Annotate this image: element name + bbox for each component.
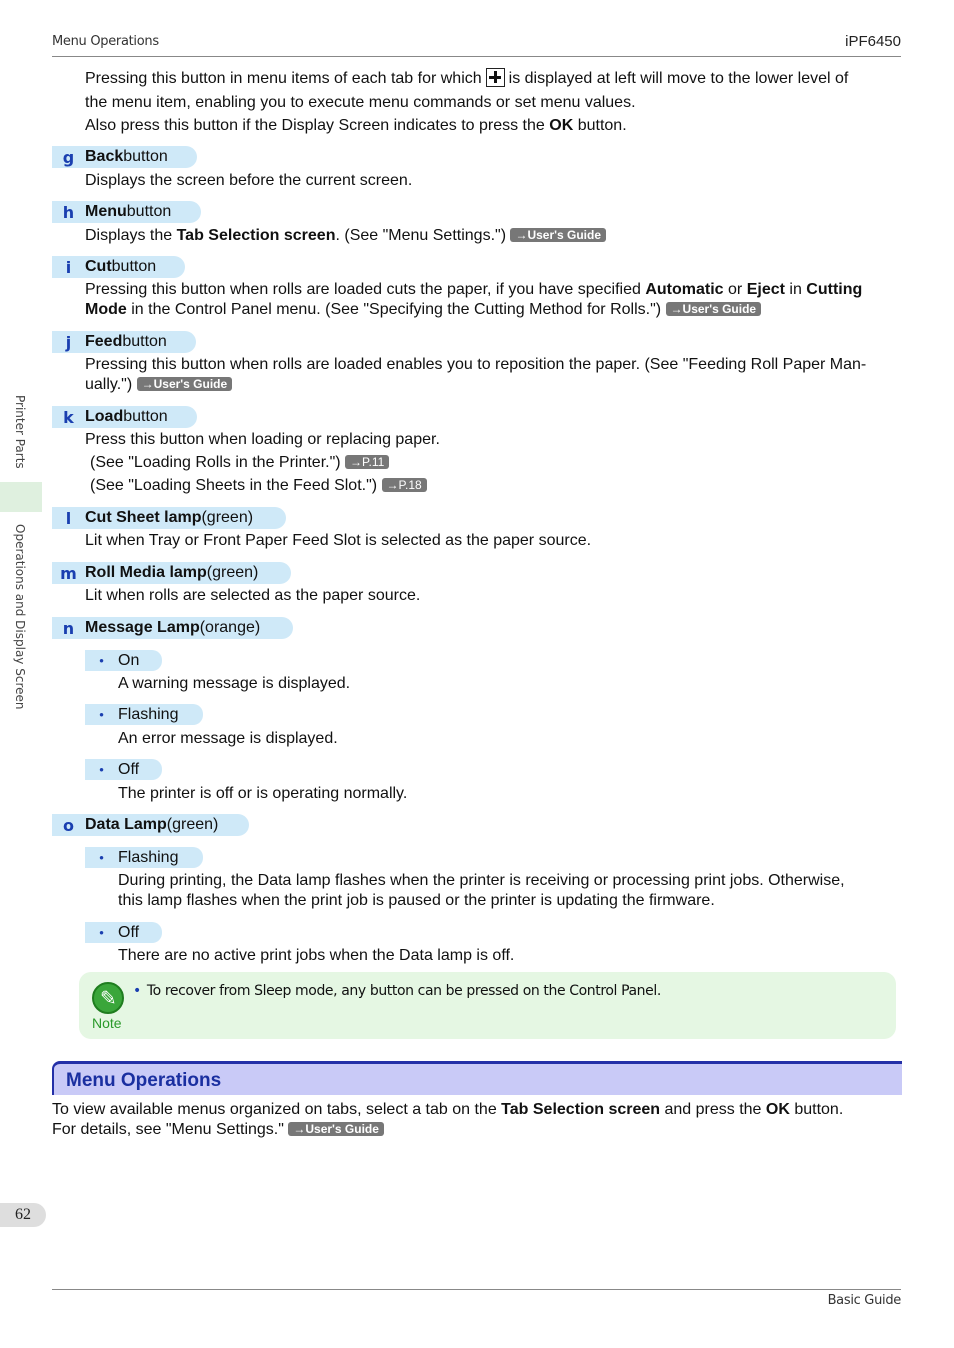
text: (See "Loading Rolls in the Printer.") [90, 454, 346, 471]
section-line1 [52, 1100, 902, 1120]
side-tab-active-marker [0, 482, 42, 512]
item-cut-sheet-lamp-desc: Lit when Tray or Front Paper Feed Slot is selected as the paper source. [85, 532, 592, 549]
text: or [723, 281, 747, 298]
item-suffix: button [126, 203, 172, 220]
item-letter: h [62, 202, 75, 222]
text-bold: Cutting [806, 281, 863, 298]
item-name: Load [85, 408, 124, 425]
item-suffix: button [123, 148, 168, 165]
item-back-desc: Displays the screen before the current screen. [85, 172, 413, 189]
users-guide-link[interactable]: →User's Guide [510, 228, 606, 242]
users-guide-link[interactable]: →User's Guide [137, 377, 233, 391]
data-lamp-off-heading [85, 922, 162, 943]
item-name: Feed [85, 333, 123, 350]
item-message-lamp-heading [52, 617, 293, 639]
note-pencil-icon [92, 982, 124, 1014]
side-tab-operations[interactable]: Operations and Display Screen [13, 524, 27, 710]
text: . (See "Menu Settings.") [335, 227, 511, 244]
item-load-button-heading [52, 406, 197, 428]
item-name: Cut [85, 258, 112, 275]
text: (See "Loading Sheets in the Feed Slot.") [90, 477, 382, 494]
sub-label: Off [118, 923, 140, 941]
text: and press the [660, 1101, 766, 1118]
item-suffix: (orange) [199, 619, 261, 636]
item-suffix: button [123, 408, 168, 425]
item-load-ref-rolls [90, 453, 902, 473]
bullet: • [99, 850, 104, 865]
running-header-left: Menu Operations [52, 34, 159, 49]
text: Displays the [85, 227, 177, 244]
item-name: Back [85, 148, 124, 165]
sub-label: On [118, 651, 140, 669]
item-name: Data Lamp [85, 816, 167, 833]
item-feed-desc [85, 355, 897, 395]
intro-line1-a: Pressing this button in menu items of each tab for which [85, 70, 482, 87]
item-name: Roll Media lamp [85, 564, 207, 581]
text-bold: Tab Selection screen [176, 227, 336, 244]
header-rule [52, 56, 901, 57]
sub-label: Flashing [118, 705, 179, 723]
intro-ok: OK [549, 117, 574, 134]
footer-guide-name: Basic Guide [827, 1293, 901, 1308]
item-letter: k [63, 407, 74, 427]
item-suffix: (green) [201, 509, 254, 526]
bullet: • [99, 707, 104, 722]
text-bold: Tab Selection screen [501, 1101, 661, 1118]
item-name: Cut Sheet lamp [85, 509, 202, 526]
intro-line3-a: Also press this button if the Display Screen indicates to press the [85, 117, 545, 134]
users-guide-link[interactable]: →User's Guide [666, 302, 762, 316]
section-title: Menu Operations [66, 1070, 222, 1091]
section-heading-bar [52, 1061, 902, 1095]
item-load-ref-sheets [90, 476, 902, 496]
section-line2 [52, 1120, 902, 1140]
message-lamp-off-heading [85, 759, 162, 780]
item-cut-sheet-lamp-heading [52, 507, 286, 529]
bullet: • [133, 983, 141, 999]
intro-line1-b: is displayed at left will move to the lower level of [508, 70, 849, 87]
data-lamp-off-desc: There are no active print jobs when the Data lamp is off. [118, 947, 515, 964]
item-letter: o [63, 815, 74, 835]
item-menu-desc [85, 226, 897, 246]
item-name: Message Lamp [85, 619, 200, 636]
note-label: Note [92, 1015, 122, 1031]
running-header-model: iPF6450 [845, 33, 901, 50]
text: During printing, the Data lamp flashes when the printer is receiving or processing print jobs. Otherwise, [118, 872, 845, 889]
intro-line2: the menu item, enabling you to execute menu commands or set menu values. [85, 93, 636, 111]
text: button. [789, 1101, 844, 1118]
item-letter: i [65, 257, 72, 277]
item-suffix: button [122, 333, 167, 350]
item-letter: n [62, 618, 75, 638]
message-lamp-on-desc: A warning message is displayed. [118, 675, 351, 692]
message-lamp-flashing-heading [85, 704, 203, 725]
item-roll-media-lamp-heading [52, 562, 291, 584]
text: this lamp flashes when the print job is paused or the printer is updating the firmware. [118, 892, 715, 909]
page-11-link[interactable]: →P.11 [345, 455, 389, 469]
item-suffix: (green) [206, 564, 259, 581]
text: Pressing this button when rolls are loaded cuts the paper, if you have specified [85, 281, 646, 298]
text: in the Control Panel menu. (See "Specifying the Cutting Method for Rolls.") [126, 301, 666, 318]
item-back-button-heading [52, 146, 197, 168]
item-roll-media-lamp-desc: Lit when rolls are selected as the paper source. [85, 587, 421, 604]
intro-paragraph [85, 67, 897, 138]
message-lamp-on-heading [85, 650, 162, 671]
item-letter: l [65, 508, 72, 528]
item-data-lamp-heading [52, 814, 249, 836]
intro-line3-b: button. [577, 117, 627, 134]
item-menu-button-heading [52, 201, 201, 223]
text-bold: Mode [85, 301, 127, 318]
item-feed-button-heading [52, 331, 196, 353]
sub-label: Off [118, 760, 140, 778]
data-lamp-flashing-heading [85, 847, 203, 868]
page-18-link[interactable]: →P.18 [382, 478, 427, 492]
plus-key-icon [486, 68, 505, 87]
text-bold: OK [765, 1101, 790, 1118]
sub-label: Flashing [118, 848, 179, 866]
text: in [784, 281, 807, 298]
message-lamp-off-desc: The printer is off or is operating normally. [118, 785, 408, 802]
page-number: 62 [0, 1203, 46, 1227]
item-suffix: button [111, 258, 157, 275]
item-cut-button-heading [52, 256, 185, 278]
note-text [133, 983, 661, 999]
item-letter: j [65, 332, 72, 352]
item-load-desc: Press this button when loading or replacing paper. [85, 431, 440, 448]
bullet: • [99, 925, 104, 940]
item-cut-desc [85, 280, 897, 320]
footer-rule [52, 1289, 901, 1290]
text: To view available menus organized on tabs, select a tab on the [52, 1101, 502, 1118]
bullet: • [99, 653, 104, 668]
text-bold: Eject [746, 281, 785, 298]
text: For details, see "Menu Settings." [52, 1121, 289, 1138]
bullet: • [99, 762, 104, 777]
message-lamp-flashing-desc: An error message is displayed. [118, 730, 338, 747]
users-guide-link[interactable]: →User's Guide [288, 1122, 384, 1136]
text: To recover from Sleep mode, any button can be pressed on the Control Panel. [146, 983, 661, 999]
side-tab-printer-parts[interactable]: Printer Parts [13, 395, 27, 469]
data-lamp-flashing-desc [118, 871, 898, 911]
item-suffix: (green) [166, 816, 219, 833]
text-bold: Automatic [645, 281, 724, 298]
text: ually.") [85, 376, 137, 393]
text: Pressing this button when rolls are loaded enables you to reposition the paper. (See "Feeding Roll Paper Man- [85, 356, 867, 373]
item-letter: m [60, 563, 77, 583]
item-name: Menu [85, 203, 127, 220]
item-letter: g [62, 147, 75, 167]
